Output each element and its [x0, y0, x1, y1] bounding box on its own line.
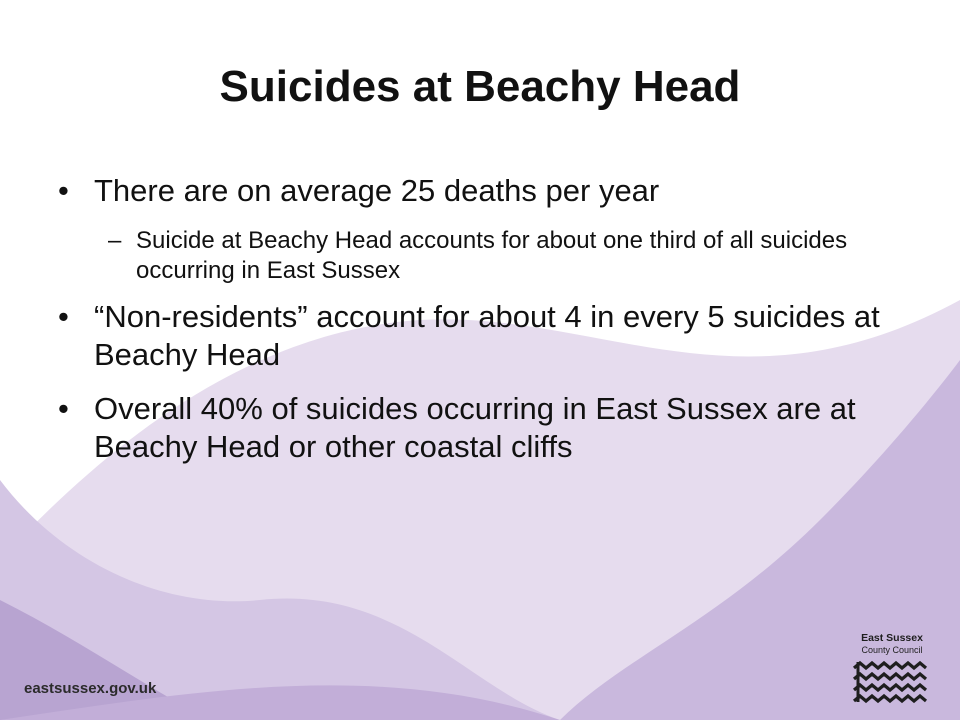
bullet-text: There are on average 25 deaths per year: [94, 173, 660, 208]
bullet-item: [58, 390, 908, 466]
bullet-item: [58, 298, 908, 374]
bullet-list: [58, 172, 908, 482]
bullet-marker: •: [58, 391, 69, 426]
bullet-marker: •: [58, 299, 69, 334]
logo-line-1: East Sussex: [861, 632, 923, 644]
sub-bullet-marker: –: [108, 227, 122, 254]
council-logo: [850, 632, 946, 704]
sub-bullet-item: [58, 226, 908, 286]
sub-bullet-text: Suicide at Beachy Head accounts for about one third of all suicides occurring in East Sussex: [136, 227, 848, 284]
wave-crest-icon: [850, 658, 936, 704]
logo-line-2: County Council: [861, 645, 923, 655]
bullet-text: Overall 40% of suicides occurring in East Sussex are at Beachy Head or other coastal cliffs: [94, 391, 856, 464]
bullet-item: [58, 172, 908, 210]
bullet-text: “Non-residents” account for about 4 in every 5 suicides at Beachy Head: [94, 299, 880, 372]
logo-text: [850, 632, 934, 656]
bullet-marker: •: [58, 173, 69, 208]
footer-website-link[interactable]: eastsussex.gov.uk: [24, 680, 157, 697]
slide-title: Suicides at Beachy Head: [219, 62, 741, 111]
